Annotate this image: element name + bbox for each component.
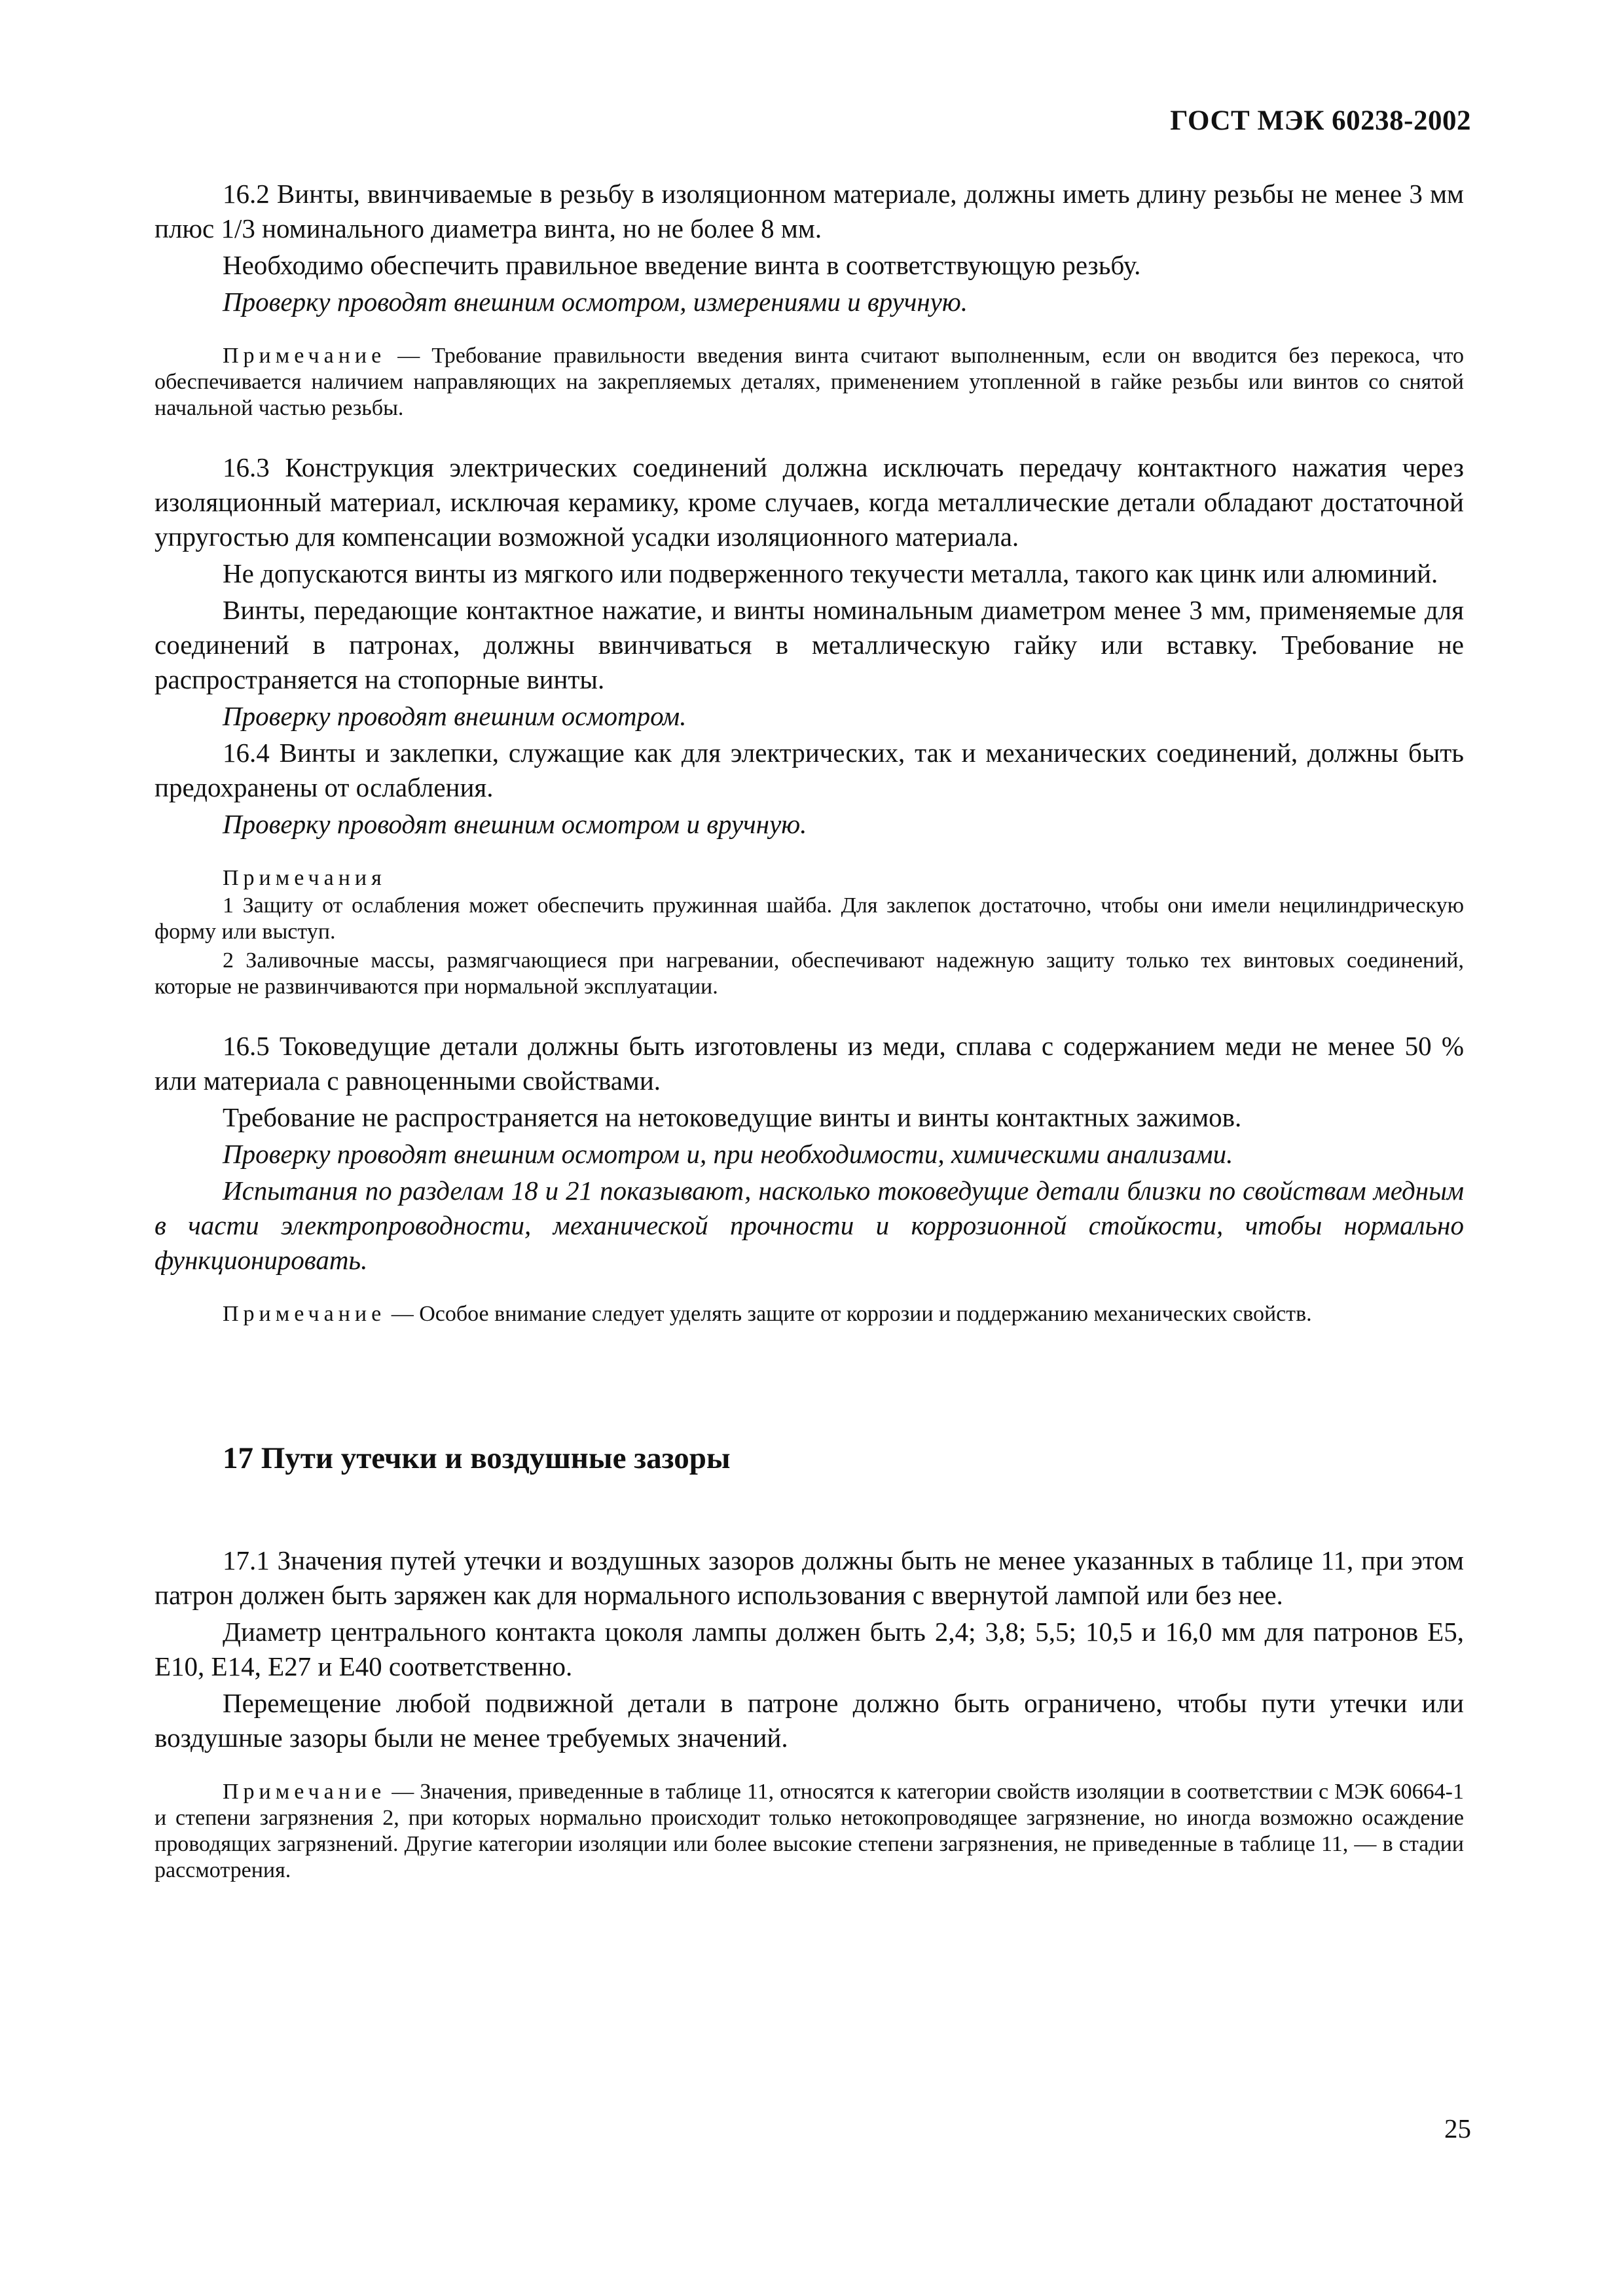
clause-16-2-check: Проверку проводят внешним осмотром, измерениями и вручную. [223, 287, 968, 317]
clause-16-3-check: Проверку проводят внешним осмотром. [223, 701, 687, 731]
document-body [155, 177, 1464, 1912]
notes-title: Примечания [223, 866, 386, 890]
clause-16-3: 16.3 Конструкция электрических соединений должна исключать передачу контактного нажатия через изоляционный материал, исключая керамику, кроме случаев, когда металлические детали обладают достаточной упругостью для компенсации возможной усадки изоляционного материала. [155, 452, 1464, 552]
note-text: — Особое внимание следует уделять защите от коррозии и поддержанию механических свойств. [386, 1302, 1312, 1326]
clause-17-1-paragraph-2: Диаметр центрального контакта цоколя лампы должен быть 2,4; 3,8; 5,5; 10,5 и 16,0 мм для патронов Е5, Е10, Е14, Е27 и Е40 соответственно. [155, 1617, 1464, 1681]
document-header: ГОСТ МЭК 60238-2002 [1170, 105, 1471, 136]
page-number: 25 [1444, 2113, 1471, 2144]
clause-16-4-check: Проверку проводят внешним осмотром и вручную. [223, 809, 807, 839]
clause-16-5: 16.5 Токоведущие детали должны быть изготовлены из меди, сплава с содержанием меди не менее 50 % или материала с равноценными свойствами. [155, 1031, 1464, 1096]
note-text: — Требование правильности введения винта считают выполненным, если он вводится без перекоса, что обеспечивается наличием направляющих на закрепляемых деталях, применением утопленной в гайке резьбы или винтов со снятой начальной частью резьбы. [155, 344, 1464, 420]
clause-16-5-paragraph-2: Требование не распространяется на нетоковедущие винты и винты контактных зажимов. [223, 1102, 1242, 1132]
clause-17-1: 17.1 Значения путей утечки и воздушных зазоров должны быть не менее указанных в таблице 11, при этом патрон должен быть заряжен как для нормального использования с ввернутой лампой или без нее. [155, 1545, 1464, 1610]
note-label: Примечание [223, 344, 386, 368]
note-label: Примечание [223, 1780, 386, 1804]
note-item-1: 1 Защиту от ослабления может обеспечить пружинная шайба. Для заклепок достаточно, чтобы они имели нецилиндрическую форму или выступ. [155, 893, 1464, 944]
clause-17-1-paragraph-3: Перемещение любой подвижной детали в патроне должно быть ограничено, чтобы пути утечки или воздушные зазоры были не менее требуемых значений. [155, 1688, 1464, 1753]
note-16-5 [155, 1301, 1464, 1327]
clause-16-2: 16.2 Винты, ввинчиваемые в резьбу в изоляционном материале, должны иметь длину резьбы не менее 3 мм плюс 1/3 номинального диаметра винта, но не более 8 мм. [155, 179, 1464, 243]
note-label: Примечание [223, 1302, 386, 1326]
note-17-1 [155, 1779, 1464, 1884]
clause-16-5-check: Проверку проводят внешним осмотром и, при необходимости, химическими анализами. [223, 1139, 1233, 1169]
notes-16-4 [155, 865, 1464, 1000]
clause-16-5-tests: Испытания по разделам 18 и 21 показывают, насколько токоведущие детали близки по свойствам медным в части электропроводности, механической прочности и коррозионной стойкости, чтобы нормально функционировать. [155, 1175, 1464, 1275]
clause-16-3-paragraph-2: Не допускаются винты из мягкого или подверженного текучести металла, такого как цинк или алюминий. [223, 558, 1438, 588]
note-item-2: 2 Заливочные массы, размягчающиеся при нагревании, обеспечивают надежную защиту только тех винтовых соединений, которые не развинчиваются при нормальной эксплуатации. [155, 948, 1464, 999]
clause-16-4: 16.4 Винты и заклепки, служащие как для электрических, так и механических соединений, должны быть предохранены от ослабления. [155, 738, 1464, 802]
clause-16-3-paragraph-3: Винты, передающие контактное нажатие, и винты номинальным диаметром менее 3 мм, применяемые для соединений в патронах, должны ввинчиваться в металлическую гайку или вставку. Требование не распространяется на стопорные винты. [155, 595, 1464, 694]
clause-16-2-paragraph: Необходимо обеспечить правильное введение винта в соответствующую резьбу. [223, 250, 1141, 280]
section-17-title: 17 Пути утечки и воздушные зазоры [223, 1441, 731, 1475]
note-text: — Значения, приведенные в таблице 11, относятся к категории свойств изоляции в соответствии с МЭК 60664-1 и степени загрязнения 2, при которых нормально происходит только нетокопроводящее загрязнение, но иногда возможно осаждение проводящих загрязнений. Другие категории изоляции или более высокие степени загрязнения, не приведенные в таблице 11, — в стадии рассмотрения. [155, 1780, 1464, 1882]
note-16-2 [155, 343, 1464, 422]
